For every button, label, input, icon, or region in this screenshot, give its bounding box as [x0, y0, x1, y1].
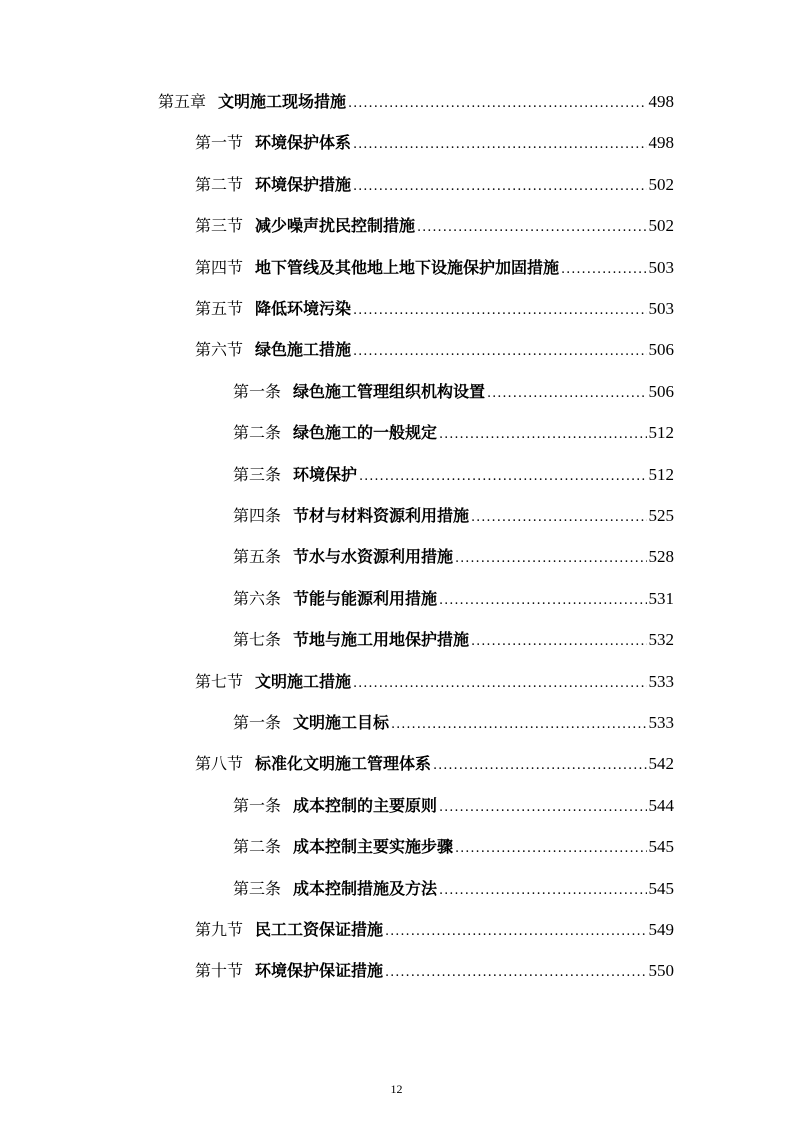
toc-entry-title: 文明施工措施: [255, 672, 352, 691]
toc-entry-page: 525: [648, 506, 674, 525]
toc-entry[interactable]: [233, 710, 674, 736]
toc-leader-dots: [455, 834, 646, 860]
toc-entry-title: 节能与能源利用措施: [293, 589, 438, 608]
toc-entry[interactable]: [158, 89, 674, 115]
toc-entry-number: 第一节: [195, 133, 244, 152]
toc-entry[interactable]: [233, 462, 674, 488]
toc-entry-page: 550: [648, 961, 674, 980]
toc-leader-dots: [471, 627, 646, 653]
toc-entry[interactable]: [195, 296, 674, 322]
toc-entry-page: 502: [648, 175, 674, 194]
toc-entry-title: 成本控制主要实施步骤: [293, 837, 454, 856]
toc-entry-title: 环境保护保证措施: [255, 961, 384, 980]
toc-entry-number: 第一条: [233, 713, 282, 732]
toc-leader-dots: [385, 958, 646, 984]
toc-leader-dots: [439, 793, 646, 819]
toc-entry[interactable]: [195, 337, 674, 363]
toc-entry-number: 第五节: [195, 299, 244, 318]
toc-entry-title: 环境保护体系: [255, 133, 352, 152]
toc-entry-number: 第三条: [233, 879, 282, 898]
toc-entry[interactable]: [233, 627, 674, 653]
toc-entry-number: 第二条: [233, 837, 282, 856]
toc-leader-dots: [391, 710, 646, 736]
toc-entry-page: 502: [648, 216, 674, 235]
toc-leader-dots: [487, 379, 646, 405]
page-number: 12: [390, 1082, 403, 1096]
toc-entry[interactable]: [195, 751, 674, 777]
toc-entry-title: 文明施工现场措施: [218, 92, 347, 111]
toc-entry-page: 503: [648, 299, 674, 318]
toc-leader-dots: [353, 296, 646, 322]
toc-entry-number: 第六条: [233, 589, 282, 608]
toc-leader-dots: [433, 751, 646, 777]
toc-entry-page: 533: [648, 672, 674, 691]
toc-leader-dots: [385, 917, 646, 943]
toc-entry-number: 第七条: [233, 630, 282, 649]
toc-leader-dots: [348, 89, 646, 115]
toc-entry[interactable]: [195, 213, 674, 239]
toc-entry-title: 降低环境污染: [255, 299, 352, 318]
toc-entry[interactable]: [233, 876, 674, 902]
toc-entry-number: 第七节: [195, 672, 244, 691]
toc-entry-page: 549: [648, 920, 674, 939]
toc-entry-title: 绿色施工措施: [255, 340, 352, 359]
toc-entry-number: 第三条: [233, 465, 282, 484]
toc-leader-dots: [353, 130, 646, 156]
toc-entry-number: 第二条: [233, 423, 282, 442]
toc-entry-page: 512: [648, 465, 674, 484]
toc-entry-number: 第二节: [195, 175, 244, 194]
toc-leader-dots: [439, 586, 646, 612]
toc-entry-number: 第四条: [233, 506, 282, 525]
toc-entry-number: 第一条: [233, 382, 282, 401]
toc-entry-title: 标准化文明施工管理体系: [255, 754, 432, 773]
toc-entry-page: 533: [648, 713, 674, 732]
toc-leader-dots: [359, 462, 646, 488]
toc-entry-title: 环境保护措施: [255, 175, 352, 194]
toc-entry[interactable]: [195, 917, 674, 943]
toc-entry-number: 第三节: [195, 216, 244, 235]
toc-entry[interactable]: [195, 958, 674, 984]
toc-entry[interactable]: [233, 834, 674, 860]
toc-leader-dots: [353, 337, 646, 363]
toc-leader-dots: [417, 213, 646, 239]
toc-entry[interactable]: [233, 544, 674, 570]
toc-entry[interactable]: [195, 130, 674, 156]
toc-entry-page: 512: [648, 423, 674, 442]
toc-entry-page: 544: [648, 796, 674, 815]
toc-entry[interactable]: [233, 586, 674, 612]
toc-entry-page: 545: [648, 837, 674, 856]
toc-entry-number: 第五章: [158, 92, 207, 111]
toc-entry-number: 第四节: [195, 258, 244, 277]
toc-entry-title: 减少噪声扰民控制措施: [255, 216, 416, 235]
toc-entry-title: 地下管线及其他地上地下设施保护加固措施: [255, 258, 560, 277]
toc-leader-dots: [353, 669, 646, 695]
toc-entry-title: 节材与材料资源利用措施: [293, 506, 470, 525]
toc-leader-dots: [455, 544, 646, 570]
toc-entry-number: 第六节: [195, 340, 244, 359]
toc-entry-title: 成本控制的主要原则: [293, 796, 438, 815]
toc-entry-title: 节水与水资源利用措施: [293, 547, 454, 566]
toc-entry[interactable]: [233, 379, 674, 405]
toc-leader-dots: [561, 255, 646, 281]
toc-entry-title: 民工工资保证措施: [255, 920, 384, 939]
toc-entry-title: 节地与施工用地保护措施: [293, 630, 470, 649]
toc-entry-number: 第五条: [233, 547, 282, 566]
toc-leader-dots: [439, 876, 646, 902]
toc-leader-dots: [439, 420, 646, 446]
toc-entry-page: 498: [648, 133, 674, 152]
toc-entry-title: 文明施工目标: [293, 713, 390, 732]
toc-entry-title: 绿色施工管理组织机构设置: [293, 382, 486, 401]
toc-entry-number: 第一条: [233, 796, 282, 815]
toc-entry[interactable]: [195, 172, 674, 198]
toc-entry-page: 542: [648, 754, 674, 773]
toc-entry-page: 498: [648, 92, 674, 111]
toc-entry-page: 531: [648, 589, 674, 608]
toc-entry-page: 506: [648, 382, 674, 401]
toc-entry-number: 第九节: [195, 920, 244, 939]
toc-entry-number: 第十节: [195, 961, 244, 980]
toc-entry[interactable]: [233, 420, 674, 446]
toc-entry-title: 成本控制措施及方法: [293, 879, 438, 898]
toc-leader-dots: [471, 503, 646, 529]
toc-entry-title: 绿色施工的一般规定: [293, 423, 438, 442]
toc-entry-page: 528: [648, 547, 674, 566]
toc-entry[interactable]: [195, 669, 674, 695]
toc-entry-page: 532: [648, 630, 674, 649]
toc-entry[interactable]: [233, 793, 674, 819]
toc-entry[interactable]: [195, 255, 674, 281]
toc-entry-title: 环境保护: [293, 465, 358, 484]
toc-entry[interactable]: [233, 503, 674, 529]
toc-entry-page: 545: [648, 879, 674, 898]
toc-entry-page: 503: [648, 258, 674, 277]
toc-leader-dots: [353, 172, 646, 198]
toc-entry-number: 第八节: [195, 754, 244, 773]
toc-entry-page: 506: [648, 340, 674, 359]
